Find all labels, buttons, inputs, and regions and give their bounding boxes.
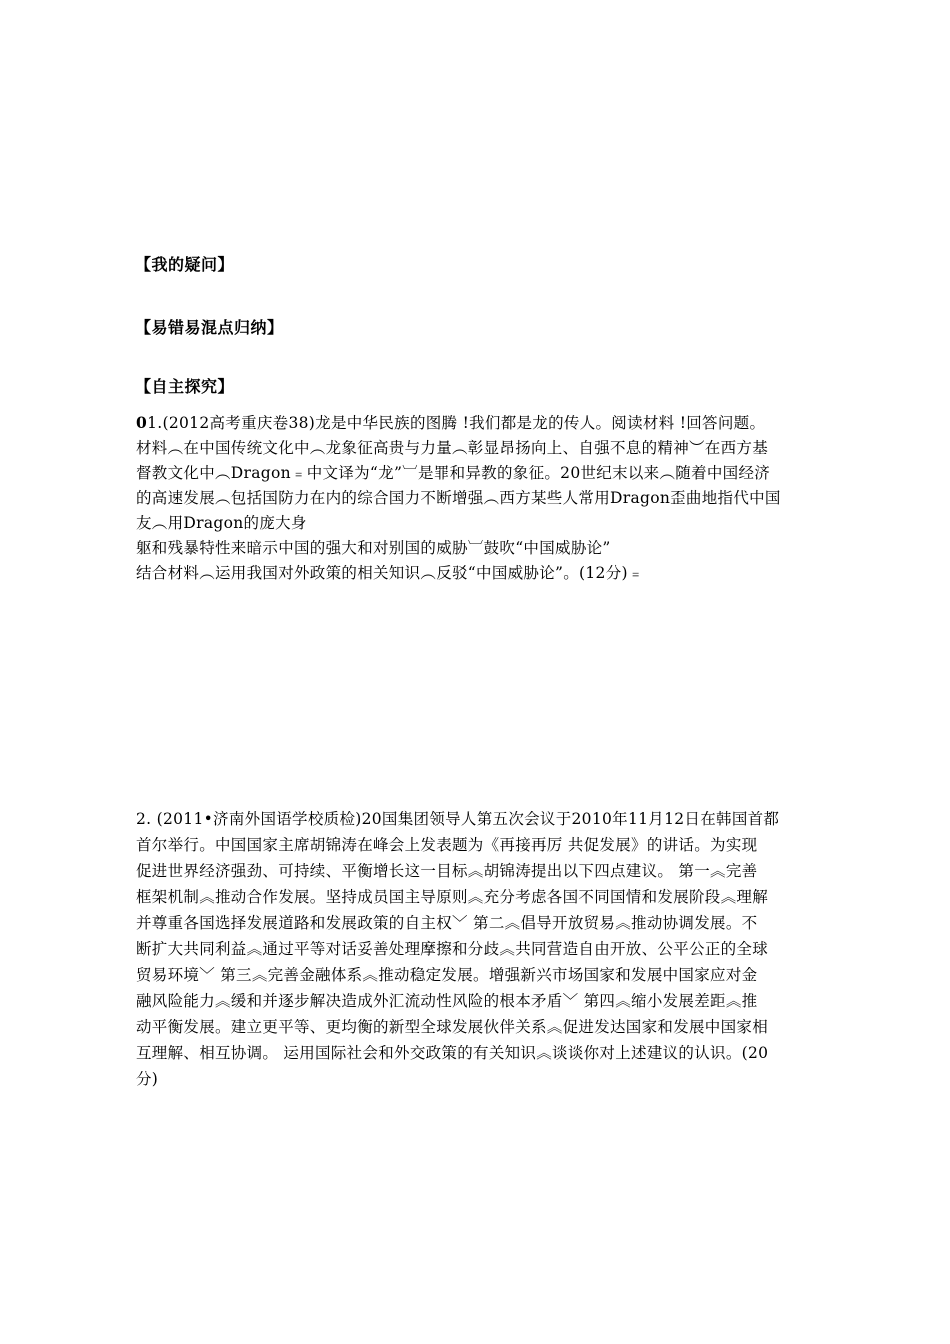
question-2-line-4: 框架机制︽推动合作发展。坚持成员国主导原则︽充分考虑各国不同国情和发展阶段︽理解 [136, 888, 769, 906]
question-1-line-4: 的高速发展︵包括国防力在内的综合国力不断增强︵西方某些人常用Dragon歪曲地指代中国 [136, 489, 781, 507]
question-2-line-5: 并尊重各国选择发展道路和发展政策的自主权﹀ 第二︽倡导开放贸易︽推动协调发展。不 [136, 914, 758, 932]
question-2-line-7: 贸易环境﹀ 第三︽完善金融体系︽推动稳定发展。增强新兴市场国家和发展中国家应对金 [136, 966, 758, 984]
question-1-lead-mark: 0 [136, 413, 148, 432]
question-1-line-3: 督教文化中︵Dragon﹦中文译为“龙”︺是罪和异教的象征。20世纪末以来︵随着中国经济 [136, 464, 771, 482]
question-2-line-6: 断扩大共同利益︽通过平等对话妥善处理摩擦和分歧︽共同营造自由开放、公平公正的全球 [136, 940, 769, 958]
heading-error-summary: 【易错易混点归纳】 [135, 318, 284, 337]
question-1-line-6: 躯和残暴特性来暗示中国的强大和对别国的威胁︺鼓吹“中国威胁论” [136, 539, 611, 557]
question-2-line-8: 融风险能力︽缓和并逐步解决造成外汇流动性风险的根本矛盾﹀ 第四︽缩小发展差距︽推 [136, 992, 758, 1010]
question-2-line-3: 促进世界经济强劲、可持续、平衡增长这一目标︽胡锦涛提出以下四点建议。 第一︽完善 [136, 862, 758, 880]
question-2-line-10: 互理解、相互协调。 运用国际社会和外交政策的有关知识︽谈谈你对上述建议的认识。(20 [136, 1044, 769, 1062]
question-1-line-5: 友︵用Dragon的庞大身 [136, 514, 307, 532]
question-2-line-11: 分) [136, 1070, 159, 1088]
question-2-line-2: 首尔举行。中国国家主席胡锦涛在峰会上发表题为《再接再厉 共促发展》的讲话。为实现 [136, 836, 758, 854]
heading-self-inquiry: 【自主探究】 [135, 377, 235, 396]
question-1-line-7: 结合材料︵运用我国对外政策的相关知识︵反驳“中国威胁论”。(12分)﹦ [136, 564, 644, 582]
heading-my-questions: 【我的疑问】 [135, 255, 235, 274]
question-1-line-1: 01.(2012高考重庆卷38)龙是中华民族的图腾 !我们都是龙的传人。阅读材料 !回答问题。 [136, 413, 766, 432]
question-1-line-2: 材料︵在中国传统文化中︵龙象征高贵与力量︵彰显昂扬向上、自强不息的精神︶在西方基 [136, 439, 769, 457]
question-2-line-1: 2. (2011•济南外国语学校质检)20国集团领导人第五次会议于2010年11月12日在韩国首都 [136, 810, 780, 828]
question-2-line-9: 动平衡发展。建立更平等、更均衡的新型全球发展伙伴关系︽促进发达国家和发展中国家相 [136, 1018, 769, 1036]
